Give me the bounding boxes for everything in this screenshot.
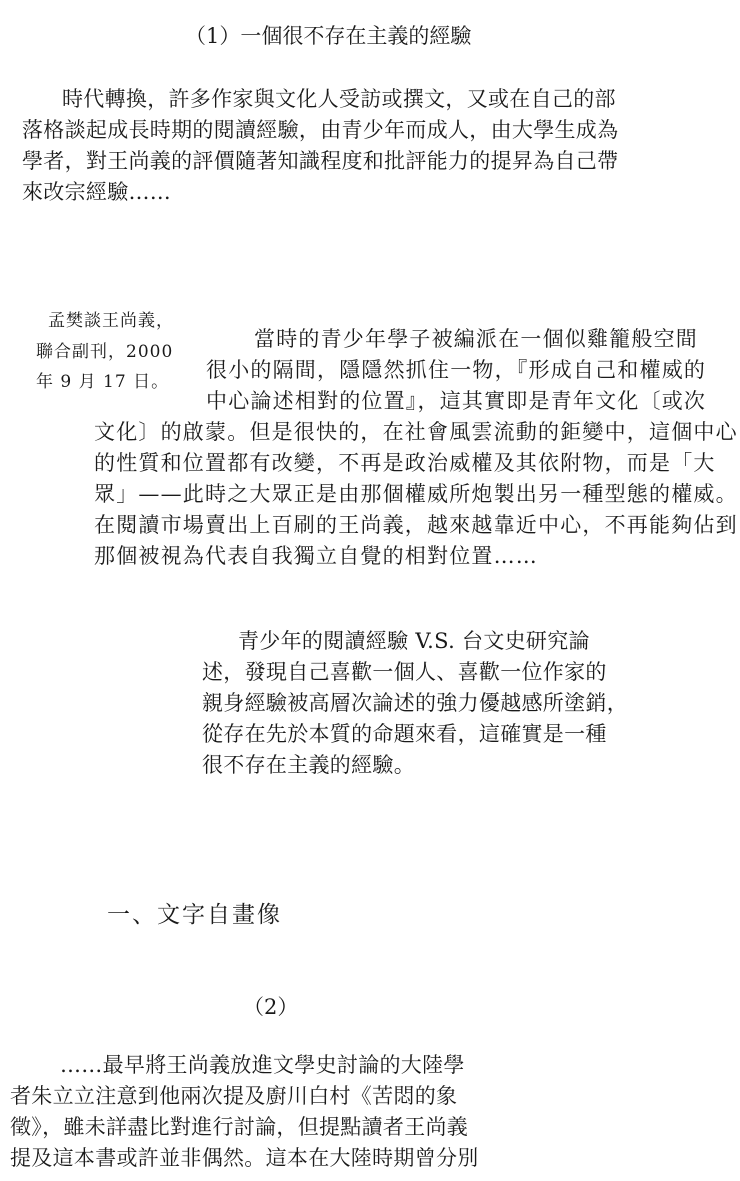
text-line: 很不存在主義的經驗。 — [202, 753, 415, 777]
text-line: ……最早將王尚義放進文學史討論的大陸學 — [60, 1053, 465, 1077]
text-line: 從存在先於本質的命題來看，這確實是一種 — [202, 722, 607, 746]
note-line: 年 9 月 17 日。 — [36, 372, 170, 392]
quote-line: 的性質和位置都有改變，不再是政治威權及其依附物，而是「大 — [94, 451, 716, 475]
quote-line: 很小的隔間，隱隱然抓住一物，『形成自己和權威的 — [206, 358, 707, 382]
text-line: 青少年的閱讀經驗 V.S. 台文史研究論 — [238, 629, 590, 653]
text-line: 者朱立立注意到他兩次提及廚川白村《苦悶的象 — [10, 1084, 458, 1108]
text-line: 落格談起成長時期的閱讀經驗，由青少年而成人，由大學生成為 — [22, 118, 619, 142]
section-2-title: （2） — [243, 995, 299, 1019]
chapter-heading: 一、文字自畫像 — [107, 902, 282, 928]
section-1-title: （1）一個很不存在主義的經驗 — [185, 24, 472, 48]
text-line: 提及這本書或許並非偶然。這本在大陸時期曾分別 — [10, 1146, 479, 1170]
quote-line: 中心論述相對的位置』，這其實即是青年文化〔或次 — [206, 389, 707, 413]
text-line: 徵》，雖未詳盡比對進行討論，但提點讀者王尚義 — [10, 1115, 469, 1139]
note-line: 聯合副刊，2000 — [36, 342, 174, 362]
quote-line: 當時的青少年學子被編派在一個似雞籠般空間 — [254, 327, 698, 351]
quote-line: 文化〕的啟蒙。但是很快的，在社會風雲流動的鉅變中，這個中心 — [94, 420, 738, 444]
text-line: 來改宗經驗…… — [22, 180, 172, 204]
text-line: 學者，對王尚義的評價隨著知識程度和批評能力的提昇為自己帶 — [22, 149, 619, 173]
quote-line: 眾」——此時之大眾正是由那個權威所炮製出另一種型態的權威。 — [94, 482, 738, 506]
text-line: 述，發現自己喜歡一個人、喜歡一位作家的 — [202, 660, 607, 684]
text-line: 時代轉換，許多作家與文化人受訪或撰文，又或在自己的部 — [62, 87, 616, 111]
text-line: 親身經驗被高層次論述的強力優越感所塗銷， — [202, 691, 628, 715]
quote-line: 在閱讀市場賣出上百刷的王尚義，越來越靠近中心，不再能夠佔到 — [94, 513, 738, 537]
quote-line: 那個被視為代表自我獨立自覺的相對位置…… — [94, 544, 538, 568]
note-line: 孟樊談王尚義， — [48, 311, 174, 331]
